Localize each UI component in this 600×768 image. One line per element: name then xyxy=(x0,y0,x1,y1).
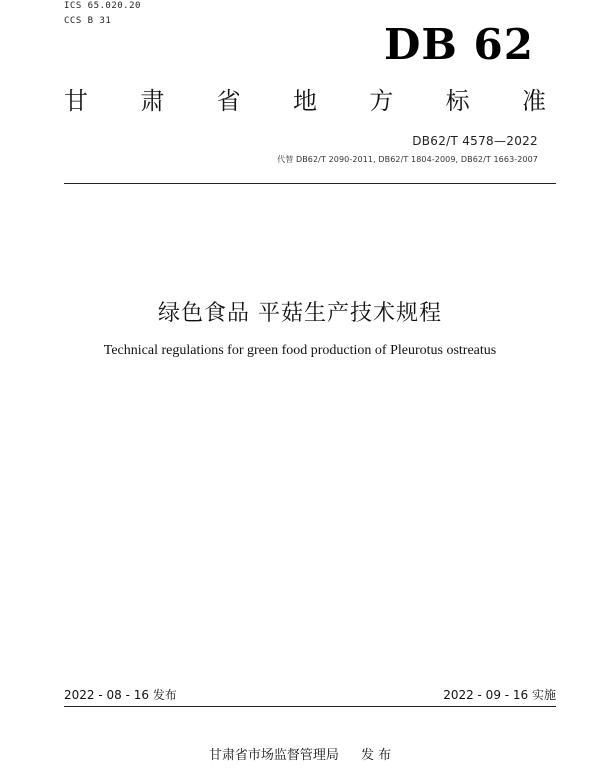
document-title-chinese: 绿色食品 平菇生产技术规程 xyxy=(158,301,442,326)
implementation-date: 2022 - 09 - 16 实施 xyxy=(443,688,556,702)
standard-level-char: 甘 xyxy=(64,87,88,115)
issuer-line xyxy=(0,744,600,763)
standard-level-heading xyxy=(64,86,546,116)
standard-level-char: 省 xyxy=(216,87,241,115)
replaces-standards: 代替 DB62/T 2090-2011, DB62/T 1804-2009, DB62/T 1663-2007 xyxy=(277,155,538,164)
standard-level-char: 地 xyxy=(292,87,317,115)
standard-level-char: 肃 xyxy=(140,87,165,115)
ics-code: ICS 65.020.20 xyxy=(64,1,141,11)
document-title-english: Technical regulations for green food production of Pleurotus ostreatus xyxy=(103,343,497,358)
issue-date: 2022 - 08 - 16 发布 xyxy=(64,688,177,702)
issuer-organization: 甘肃省市场监督管理局 xyxy=(208,748,339,763)
standard-number: DB62/T 4578—2022 xyxy=(412,134,538,148)
standard-level-char: 方 xyxy=(369,87,394,115)
standard-level-char: 准 xyxy=(521,87,546,115)
db-logo: DB 62 xyxy=(384,20,534,69)
issuer-action: 发 布 xyxy=(360,748,392,763)
top-divider xyxy=(64,183,556,184)
standard-level-char: 标 xyxy=(445,87,470,115)
ccs-code: CCS B 31 xyxy=(64,16,112,26)
bottom-divider xyxy=(64,706,556,707)
